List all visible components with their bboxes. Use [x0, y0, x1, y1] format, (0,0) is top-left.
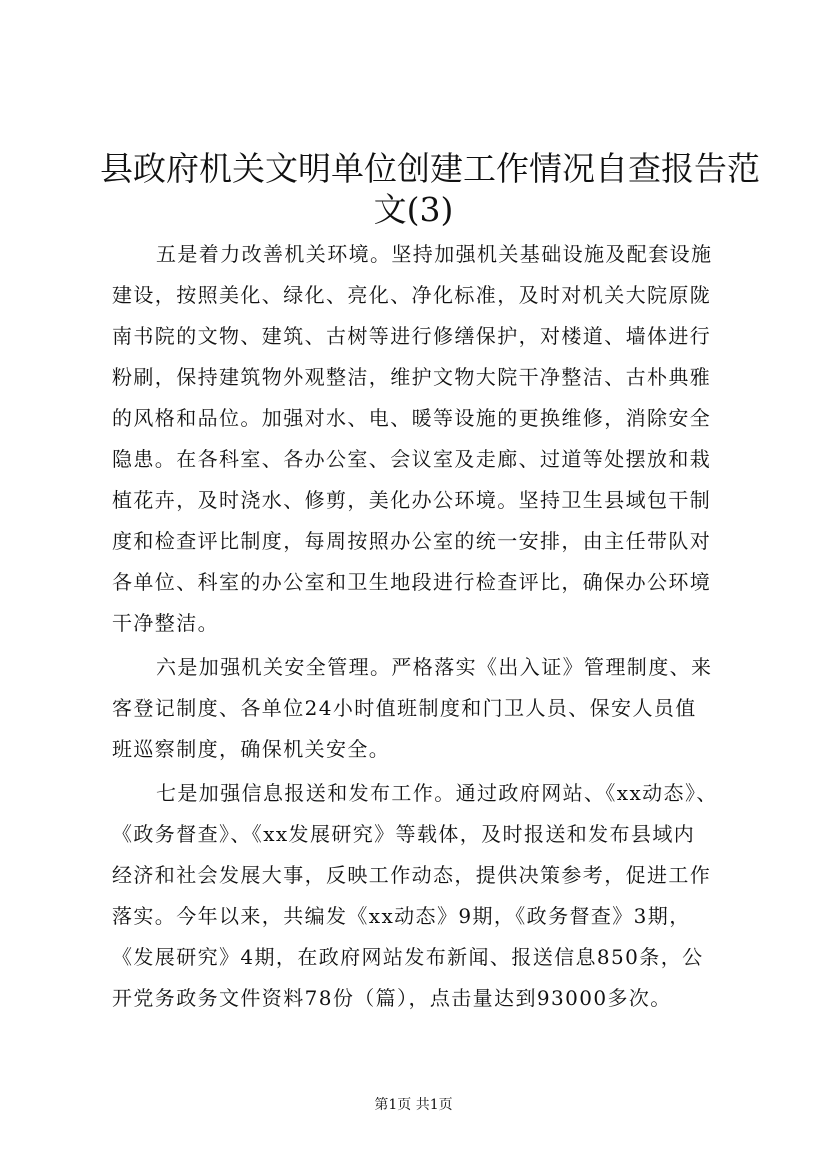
paragraph-information	[112, 777, 727, 1023]
page-footer: 第1页 共1页	[374, 1097, 453, 1113]
paragraph-line: 建设，按照美化、绿化、亮化、净化标准，及时对机关大院原陇	[112, 283, 712, 307]
paragraph-line: 经济和社会发展大事，反映工作动态，提供决策参考，促进工作	[112, 863, 712, 887]
paragraph-line: 《发展研究》4期，在政府网站发布新闻、报送信息850条，公	[112, 945, 704, 969]
paragraph-line: 隐患。在各科室、各办公室、会议室及走廊、过道等处摆放和栽	[112, 447, 712, 471]
paragraph-line: 六是加强机关安全管理。严格落实《出入证》管理制度、来	[156, 655, 713, 679]
paragraph-line: 七是加强信息报送和发布工作。通过政府网站、《xx动态》、	[156, 781, 718, 805]
paragraph-line: 干净整洁。	[112, 611, 219, 635]
title-line-1: 县政府机关文明单位创建工作情况自查报告范	[100, 149, 760, 188]
paragraph-line: 五是着力改善机关环境。坚持加强机关基础设施及配套设施	[156, 242, 713, 266]
paragraph-line: 南书院的文物、建筑、古树等进行修缮保护，对楼道、墙体进行	[112, 324, 712, 348]
paragraph-line: 各单位、科室的办公室和卫生地段进行检查评比，确保办公环境	[112, 570, 712, 594]
paragraph-line: 粉刷，保持建筑物外观整洁，维护文物大院干净整洁、古朴典雅	[112, 365, 712, 389]
paragraph-line: 植花卉，及时浇水、修剪，美化办公环境。坚持卫生县域包干制	[112, 488, 712, 512]
paragraph-line: 《政务督查》、《xx发展研究》等载体，及时报送和发布县域内	[112, 822, 696, 846]
title-line-2: 文(3)	[373, 190, 454, 229]
paragraph-line: 落实。今年以来，共编发《xx动态》9期，《政务督查》3期，	[112, 904, 691, 928]
paragraph-line: 班巡察制度，确保机关安全。	[112, 737, 391, 761]
paragraph-line: 度和检查评比制度，每周按照办公室的统一安排，由主任带队对	[112, 529, 712, 553]
paragraph-line: 的风格和品位。加强对水、电、暖等设施的更换维修，消除安全	[112, 406, 712, 430]
paragraph-security	[112, 651, 727, 774]
paragraph-line: 开党务政务文件资料78份（篇），点击量达到93000多次。	[112, 986, 672, 1010]
document-title	[100, 146, 760, 229]
paragraph-environment	[112, 234, 727, 644]
paragraph-line: 客登记制度、各单位24小时值班制度和门卫人员、保安人员值	[112, 696, 697, 720]
